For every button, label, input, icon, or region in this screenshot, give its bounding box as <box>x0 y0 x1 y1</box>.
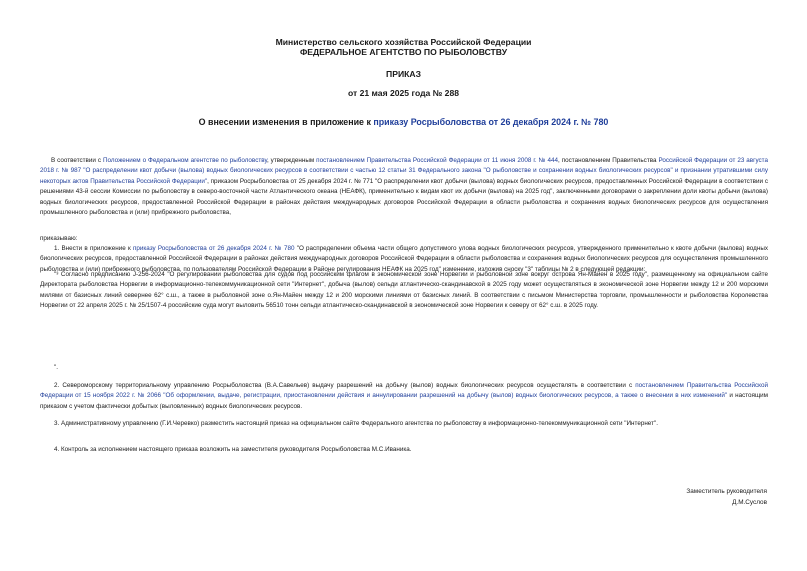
agency-name: ФЕДЕРАЛЬНОЕ АГЕНТСТВО ПО РЫБОЛОВСТВУ <box>299 47 508 57</box>
item-4-paragraph: 4. Контроль за исполнением настоящего приказа возложить на заместителя руководителя Росрыболовства М.С.Иваника. <box>54 446 412 453</box>
doc-type: ПРИКАЗ <box>386 69 421 79</box>
preamble-link-regulation[interactable]: Положением о Федеральном агентстве по рыболовству <box>103 157 267 164</box>
order-word: приказываю: <box>40 235 78 242</box>
preamble-link-decree-444[interactable]: постановлением Правительства Российской Федерации от 11 июня 2008 г. № 444 <box>316 157 558 164</box>
item-2-link-decree-2066[interactable]: постановлением Правительства Российской Федерации от 15 ноября 2022 г. № 2066 "Об оформлении, выдаче, регистрации, приостановлении действия и аннулировании разрешений на добычу (вылов) водных биологических ресурсов, а также о внесении в них изменений" <box>40 382 768 400</box>
item-3-paragraph: 3. Административному управлению (Г.И.Черевко) разместить настоящий приказ на официальном сайте Федерального агентства по рыболовству в информационно-телекоммуникационной сети "Интернет". <box>54 420 658 427</box>
preamble-text-1: В соответствии с <box>51 157 103 164</box>
preamble-text-2: , утвержденным <box>266 157 317 164</box>
doc-title <box>0 117 807 127</box>
footnote-close: ". <box>54 364 58 371</box>
item-1-text-2: "О распределении объема части общего допустимого улова водных биологических ресурсов, утвержденного применительно к квоте добычи (вылова) водных биологических ресурсов, предоставленной Российской Федерации в районах действия международных договоров Российской Федерации в области рыболовства и сохранения водных биологических ресурсов для осуществления промышленного рыболовства и (или) прибрежного рыболовства, по пользователям Российской Федерации в Районе регулирования НЕАФК на 2025 год" изменение, изложив сноску "3" таблицы № 2 в следующей редакции: <box>40 245 768 273</box>
preamble-text-3: , постановлением Правительства <box>558 157 657 164</box>
footnote-paragraph: "³ Согласно предписанию J-256-2024 "О регулировании рыболовства для судов под российским флагом в экономической зоне Норвегии и рыболовной зоне вокруг острова Ян-Майен в 2025 году", размещенному на официальном сайте Директората рыболовства Норвегии в информационно-телекоммуникационной сети "Интернет", добыча (вылов) сельди атлантическо-скандинавской в 2025 году может осуществляться в экономической зоне Норвегии между 12 и 200 морскими милями от базисных линий севернее 62° с.ш., а также в рыболовной зоне о.Ян-Майен между 12 и 200 морскими линиями от базисных линий. В соответствии с письмом Министерства торговли, промышленности и рыболовства Королевства Норвегии от 22 апреля 2025 г. № 25/1507-4 российские суда могут выловить 56510 тонн сельди атлантическо-скандинавской в экономической зоне Норвегии к северу от 62° с.ш. в 2025 году. <box>40 271 768 310</box>
doc-title-text: О внесении изменения в приложение к <box>198 117 374 127</box>
preamble-text-4: , приказом Росрыболовства от 25 декабря 2024 г. № 771 "О распределении квот добычи (вылова) водных биологических ресурсов, предоставленных Российской Федерации в соответствии с решениями 43-й сессии Комиссии по рыболовству в северо-восточной части Атлантического океана (НЕАФК), применительно к видам квот их добычи (вылова) на 2025 год", заключенными договорами о закреплении доли квоты добычи (вылова) водных биологических ресурсов, предоставленной Российской Федерации в районах действия международных договоров Российской Федерации в области рыболовства и сохранения водных биологических ресурсов для осуществления промышленного рыболовства и (или) прибрежного рыболовства, <box>40 177 769 217</box>
signature-block <box>686 487 767 509</box>
item-1-text-1: 1. Внести в приложение к <box>54 245 133 252</box>
item-2-paragraph <box>40 381 768 412</box>
signature-position: Заместитель руководителя <box>686 488 767 495</box>
signature-name: Д.М.Суслов <box>732 498 767 506</box>
item-2-text-1: 2. Североморскому территориальному управлению Росрыболовства (В.А.Савельев) выдачу разрешений на добычу (вылов) водных биологических ресурсов осуществлять в соответствии с <box>54 382 636 389</box>
preamble-link-decree-987[interactable]: Российской Федерации от 23 августа 2018 г. № 987 "О распределении квот добычи (вылова) водных биологических ресурсов в соответствии с частью 12 статьи 31 Федерального закона "О рыболовстве и сохранении водных биологических ресурсов" и признании утратившими силу некоторых актов Правительства Российской Федерации" <box>40 157 768 185</box>
item-1-link-order-780[interactable]: приказу Росрыболовства от 26 декабря 2024 г. № 780 <box>132 245 295 252</box>
doc-title-link[interactable]: приказу Росрыболовства от 26 декабря 2024 г. № 780 <box>373 117 609 127</box>
preamble-paragraph <box>40 156 768 218</box>
item-2-text-2: и настоящим приказом с учетом фактически добытых (выловленных) водных биологических ресурсов. <box>40 392 768 410</box>
ministry-name: Министерство сельского хозяйства Российской Федерации <box>275 37 532 47</box>
doc-date: от 21 мая 2025 года № 288 <box>347 88 460 98</box>
